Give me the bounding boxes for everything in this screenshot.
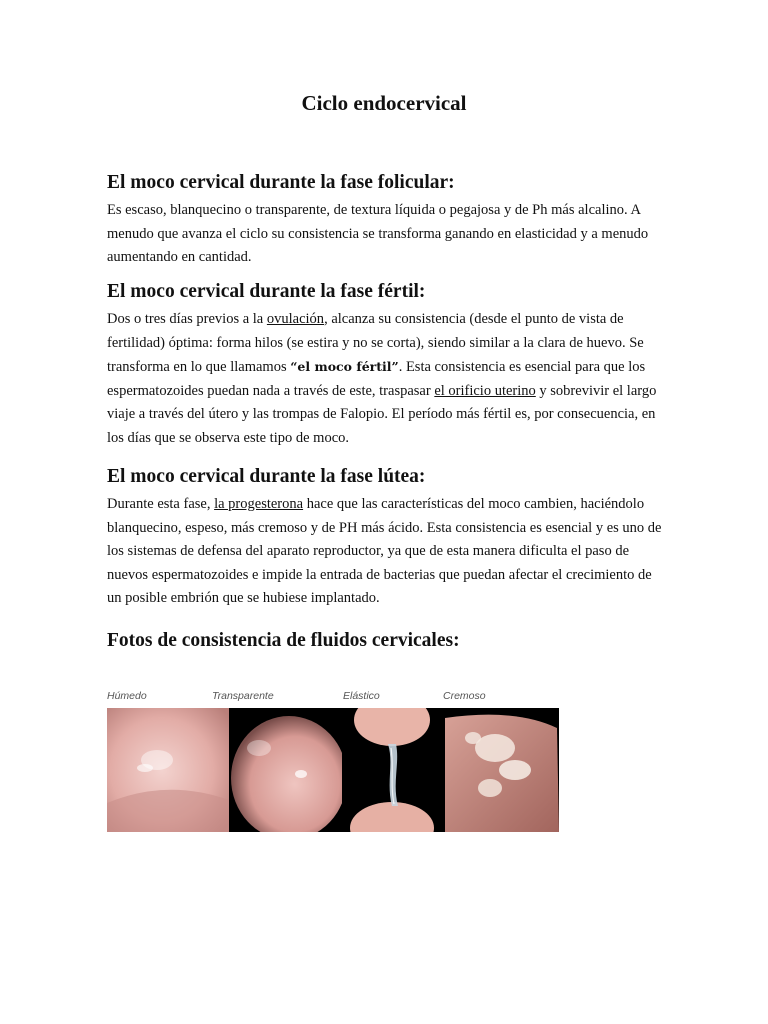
- section-body: Es escaso, blanquecino o transparente, de textura líquida o pegajosa y de Ph más alcalino. A menudo que avanza el ciclo su consistencia se transforma ganando en elasticidad y a menudo aumentando en cantidad.: [107, 202, 649, 265]
- section-body: [107, 493, 667, 611]
- elastic-mucus-photo: [342, 708, 445, 832]
- section-body: [107, 308, 667, 450]
- body-text: Durante esta fase,: [107, 496, 215, 512]
- section-heading: El moco cervical durante la fase lútea:: [107, 466, 426, 487]
- section-follicular: [107, 170, 667, 270]
- photo-caption: Húmedo: [107, 690, 147, 702]
- section-fertile: [107, 279, 667, 450]
- section-photos: [107, 628, 667, 657]
- body-text: , alcanza su consistencia (desde el punto de vista de fertilidad) óptima: forma hilos (se estira y no se corta), siendo similar a la clara de huevo. Se transforma en lo que llamamos: [107, 311, 644, 375]
- photo-caption: Elástico: [343, 690, 380, 702]
- section-heading: El moco cervical durante la fase folicular:: [107, 172, 455, 193]
- section-luteal: [107, 464, 667, 611]
- body-text: Dos o tres días previos a la: [107, 311, 267, 327]
- uterine-orifice-link[interactable]: el orificio uterino: [434, 382, 536, 399]
- fertile-mucus-term: “el moco fértil”: [290, 359, 399, 374]
- section-heading: El moco cervical durante la fase fértil:: [107, 281, 426, 302]
- body-text: y sobrevivir el largo viaje a través del útero y las trompas de Falopio. El período más fértil es, por consecuencia, en los días que se observa este tipo de moco.: [107, 382, 657, 446]
- progesterone-link[interactable]: la progesterona: [214, 496, 304, 512]
- photo-caption: Transparente: [212, 690, 274, 702]
- body-text: hace que las características del moco cambien, haciéndolo blanquecino, espeso, más cremoso y de PH más ácido. Esta consistencia es esencial y es uno de los sistemas de defensa del aparato reproductor, ya que de esta manera dificulta el paso de nuevos espermatozoides e impide la entrada de bacterias que puedan afectar el crecimiento de un posible embrión que se hubiese implantado.: [107, 496, 662, 606]
- photo-strip: [107, 690, 567, 835]
- document-title: Ciclo endocervical: [301, 91, 467, 115]
- body-text: . Esta consistencia es esencial para que los espermatozoides puedan nada a través de este, traspasar: [107, 359, 646, 399]
- creamy-mucus-photo: [445, 708, 559, 832]
- transparent-mucus-photo: [229, 708, 342, 832]
- section-heading: Fotos de consistencia de fluidos cervicales:: [107, 630, 460, 651]
- wet-mucus-photo: [107, 708, 229, 832]
- photo-caption: Cremoso: [443, 690, 486, 702]
- ovulation-link[interactable]: ovulación: [266, 311, 325, 327]
